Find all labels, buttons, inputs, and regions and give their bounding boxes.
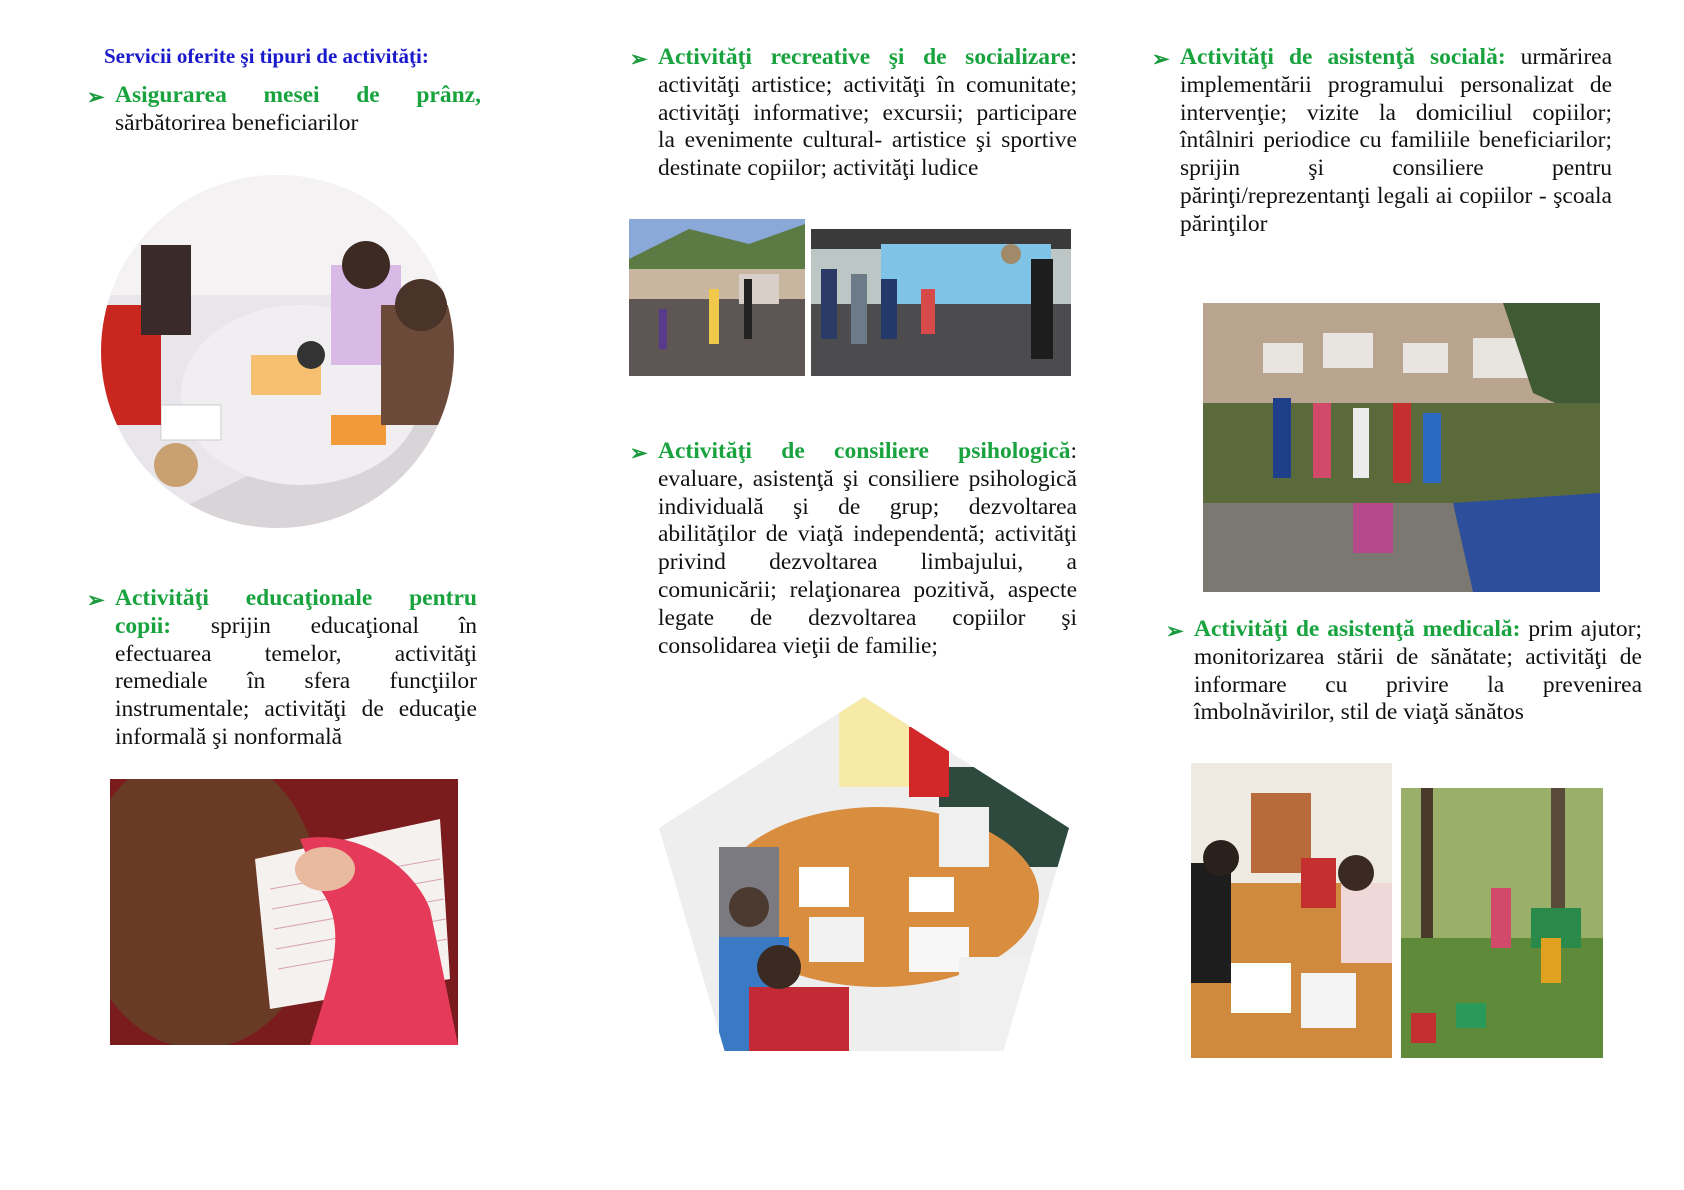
section-psychological-text: : evaluare, asistenţă şi consiliere psihologică individuală şi de grup; dezvoltarea abilităţilor de viaţă independentă; activităţi privind dezvoltarea limbajului, a comunicării; relaţionarea pozitivă, aspecte legate de dezvoltarea copiilor şi consolidarea vieţii de familie;: [658, 438, 1077, 659]
arrow-bullet-icon: ➢: [1166, 619, 1184, 643]
section-recreational-title: Activităţi recreative şi de socializare: [658, 44, 1071, 70]
section-meals-text: sărbătorirea beneficiarilor: [115, 109, 359, 136]
section-recreational: [630, 44, 1077, 183]
photo-homework: [110, 779, 458, 1045]
arrow-bullet-icon: ➢: [87, 85, 105, 109]
page-heading: Servicii oferite şi tipuri de activităţi:: [104, 44, 429, 68]
section-medical-text: prim ajutor; monitorizarea stării de sănătate; activităţi de informare cu privire la prevenirea îmbolnăvirilor, stil de viaţă sănătos: [1194, 616, 1643, 726]
photo-lunch: [101, 175, 454, 528]
section-medical-title: Activităţi de asistenţă medicală:: [1194, 616, 1521, 642]
section-educational: [87, 585, 477, 752]
arrow-bullet-icon: ➢: [1152, 47, 1170, 71]
photo-classroom-activity: [1191, 763, 1392, 1058]
section-psychological: [630, 438, 1077, 660]
section-educational-title: Activităţi educaţionale pentru copii:: [115, 585, 477, 639]
photo-group-counseling: [659, 697, 1069, 1051]
section-meals-title: Asigurarea mesei de prânz,: [115, 82, 481, 108]
section-social-text: urmărirea implementării programului personalizat de intervenţie; vizite la domiciliul copiilor; întâlniri periodice cu familiile beneficiarilor; sprijin şi consiliere pentru părinţi/reprezentanţi legali ai copiilor - şcoala părinţilor: [1180, 44, 1613, 237]
section-social: [1152, 44, 1613, 239]
section-recreational-text: : activităţi artistice; activităţi în comunitate; activităţi informative; excursii; participare la evenimente cultural- artistice şi sportive destinate copiilor; activităţi ludice: [658, 44, 1077, 182]
section-educational-text: sprijin educaţional în efectuarea temelor, activităţi remediale în sfera funcţiilor instrumentale; activităţi de educaţie informală şi nonformală: [115, 612, 477, 750]
photo-ball-game: [811, 229, 1071, 376]
photo-outdoor-play: [629, 219, 805, 376]
arrow-bullet-icon: ➢: [87, 588, 105, 612]
arrow-bullet-icon: ➢: [630, 441, 648, 465]
section-psychological-title: Activităţi de consiliere psihologică: [658, 438, 1071, 464]
photo-adventure-park: [1401, 788, 1603, 1058]
section-meals: [87, 82, 481, 138]
photo-city-trip: [1203, 303, 1600, 592]
section-social-title: Activităţi de asistenţă socială:: [1180, 44, 1506, 70]
arrow-bullet-icon: ➢: [630, 47, 648, 71]
section-medical: [1166, 616, 1643, 727]
